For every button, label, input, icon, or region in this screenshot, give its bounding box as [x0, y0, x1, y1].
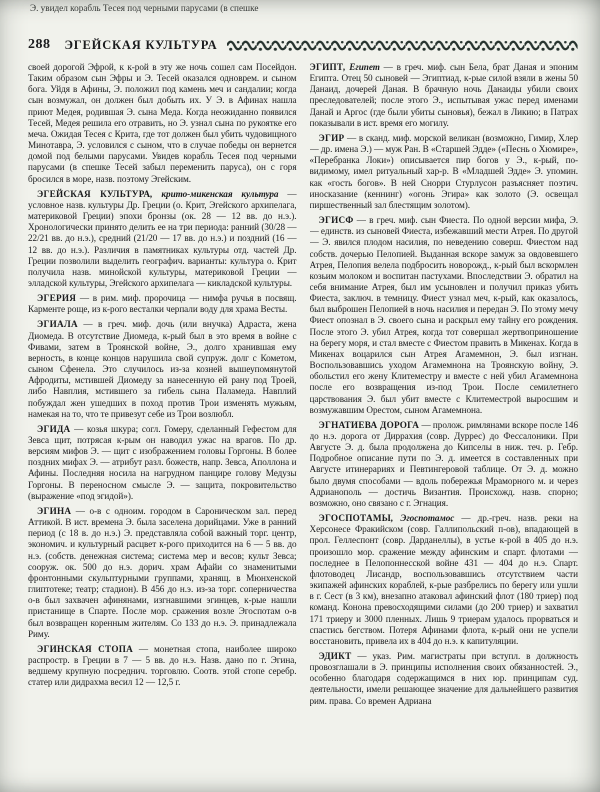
entry-headword: ЭГИПТ	[309, 62, 344, 72]
entry-body: — условное назв. культуры Др. Греции (о. Крит, Эгейского архипелага, материковой Греции) эпохи бронзы (ок. 28 — 12 вв. до н.э.). Хронологически принято делить ее на три периода: ранний (30/28 — 22/21 вв. до н.э.), средний (21/20 — 17 вв. до н.э.) и поздний (16 — 12 вв. до н.э.). Различия в памятниках культуры отд. частей Др. Греции позволили выделить географич. варианты: культура о. Крит получила назв. минойской культуры, материковой Греции — элладской культуры, Эгейского архипелага — кикладской культуры.	[28, 188, 297, 288]
entry-headword: ЭГЕРИЯ	[37, 293, 77, 304]
entry-body: — монетная стопа, наиболее широко распростр. в Греции в 7 — 5 вв. до н.э. Назв. дано по г. Эгина, ведшему крупную посреднич. торговлю. Соотв. этой стопе серебр. статер или дидрахма весил 12 — 12,5 г.	[28, 643, 297, 688]
running-title: ЭГЕЙСКАЯ КУЛЬТУРА	[64, 37, 218, 52]
entry-body: — в греч. миф. сын Бела, брат Даная и эпоним Египта. Отец 50 сыновей — Эгиптиад, к-рые силой взяли в жены 50 Данаид, дочерей Даная. В брачную ночь Данаиды убили своих преследователей; после этого Э., испытывая ужас перед именами Данай и Аргос (где были убиты сыновья), бежал в Ликию; в Патрах показывали в ист. время его могилу.	[309, 62, 578, 128]
entry-headword: ЭГНАТИЕВА ДОРОГА	[318, 419, 420, 430]
header-ornament	[227, 39, 578, 52]
entry-headword: ЭГИДА	[37, 423, 71, 434]
entry-headword: ЭГИР	[318, 132, 345, 143]
entry-edikt	[310, 651, 579, 707]
page-top-bleed-line: Э. увидел корабль Тесея под черными парусами (в спешке	[30, 3, 259, 13]
entry-variant: , Египет	[343, 62, 380, 72]
entry-headword: ЭДИКТ	[318, 650, 352, 661]
entry-egeriya	[28, 293, 297, 315]
entry-headword: ЭГИАЛА	[37, 319, 78, 330]
entry-egnatieva-doroga	[310, 420, 579, 509]
entry-variant: , Эгоспотамос	[391, 513, 455, 524]
entry-body: — в рим. миф. пророчица — нимфа ручья в посвящ. Карменте роще, из к-рого весталки черпали воду для храма Весты.	[28, 293, 297, 315]
entry-body: — в греч. миф. дочь (или внучка) Адраста, жена Диомеда. В отсутствие Диомеда, к-рый был в это время в войне с Фивами, затем в Троянской войне, Э., долго хранившая ему верность, в конце концов нарушила свой супруж. долг с Кометом, сыном Сфенела. Это случилось из-за козней вышеупомянутой Афродиты, мстившей Диомеду за нанесенную ей рану под Троей, либо Навплия, мстившего за гибель сына Паламеда. Навплий побуждал жен ушедших в поход против Трои изменять мужьям, намекая на то, что те привезут себе из Трои возлюбл.	[28, 319, 297, 419]
page-header	[28, 36, 578, 54]
entry-headword: ЭГИСФ	[318, 215, 354, 226]
page-number: 288	[28, 37, 51, 52]
entry-egipt	[310, 62, 579, 129]
entry-body: — в сканд. миф. морской великан (возможно, Гимир, Хлер — др. имена Э.) — муж Ран. В «Старшей Эдде» («Песнь о Хюмире», «Перебранка Локи») описывается пир богов у Э., к-рый, по-видимому, имел ритуальный хар-р. В «Младшей Эдде» Э. упомин. как «гость богов». В ней Снорри Стурлусон разъясняет поэтич. иносказание (кеннинг) «огонь Эгира» как золото (Э. освещал пиршественный зал блестящим золотом).	[309, 132, 578, 210]
text-columns	[28, 62, 578, 784]
entry-egiala	[28, 319, 297, 419]
entry-egospotamy	[310, 513, 579, 647]
entry-variant: , крито-микенская культура	[150, 188, 279, 199]
entry-headword: ЭГОСПОТАМЫ	[318, 513, 392, 524]
entry-egeyskaya-kultura	[28, 189, 297, 289]
entry-headword: ЭГИНА	[37, 505, 72, 516]
entry-body: — указ. Рим. магистраты при вступл. в должность провозглашали в Э. принципы исполнения своих обязанностей. Э., особенно благодаря содержащимся в них юр. принципам суд. деятельности, имели решающее значение для дальнейшего развития рим. права. Со времен Адриана	[309, 650, 578, 706]
entry-body: своей дорогой Эфрой, к к-рой в эту же ночь сошел сам Посейдон. Таким образом сын Эфры и Э. Тесей оказался одноврем. и сыном бога. Уйдя в Афины, Э. положил под камень меч и сандалии; когда сын возмужал, он должен был добыть их. У Э. в Афинах нашла приют Медея, родившая Э. сына Меда. Когда неожиданно появился Тесей, Медея решила его отравить, но Э. узнал сына по рукоятке его меча. Ожидая Тесея с Крита, где тот должен был убить чудовищного Минотавра, Э. условился с сыном, что в случае победы он вернется домой под белыми парусами. Увидев корабль Тесея под черными парусами (в спешке Тесей забыл переменить паруса), он с горя бросился в море, назв. поэтому Эгейским.	[28, 62, 297, 184]
entry-body: — козья шкура; согл. Гомеру, сделанный Гефестом для Зевса щит, потрясая к-рым он наводил ужас на врагов. По др. версиям мифов Э. — щит с изображением головы Горгоны. В более поздних мифах Э. — атрибут разл. божеств, напр. Зевса, Аполлона и Афины. Последняя носила на нагрудном панцире голову Медузы Горгоны. В переносном смысле Э. — защита, покровительство (выражение «под эгидой»).	[28, 423, 297, 501]
entry-body: — др.-греч. назв. реки на Херсонесе Фракийском (совр. Галлипольский п-ов), впадающей в прол. Геллеспонт (совр. Дарданеллы), в устье к-рой в 405 до н.э. произошло мор. сражение между афинским и спарт. флотами — последнее в Пелопоннесской войне 431 — 404 до н.э. Спарт. флотоводец Лисандр, воспользовавшись отсутствием части экипажей афинских кораблей, к-рые разбрелись по берегу или ушли в г. Сест (в 3 км), внезапно атаковал афинский флот (180 триер) под команд. Конона превосходящими силами (до 200 триер) и захватил 171 триеру и 3000 пленных. Лишь 9 триерам удалось прорваться и спастись бегством. Потеря Афинами флота, к-рый они не успели восстановить, привела их в 404 до н.э. к капитуляции.	[309, 513, 578, 646]
entry-egey-continuation	[28, 62, 297, 185]
entry-egina	[28, 506, 297, 640]
entry-eginskaya-stopa	[28, 644, 297, 689]
entry-body: — о-в с одноим. городом в Сароническом зал. перед Аттикой. В ист. времена Э. была заселена дорийцами. Уже в ранний период (с 18 в. до н.э.) Э. представляла собой важный торг. центр, экономич. и культурный расцвет к-рого приходится на 6 — 5 вв. до н.э. (собств. денежная система; система мер и весов; культ Зевса; сооруж. ок. 500 до н.э. дорич. храм Афайи со знаменитыми фронтонными скульптурными группами, хранящ. в Мюнхенской глиптотеке; театр; стадион). В 456 до н.э. из-за торг. соперничества о-в был захвачен афинянами, изгнавшими эгинцев, к-рые нашли пристанище в Спарте. После мор. сражения возле Эгоспотам о-в был возвращен коренным жителям. Со 133 до н.э. Э. принадлежала Риму.	[28, 505, 297, 639]
entry-egida	[28, 424, 297, 502]
entry-egisf	[310, 215, 579, 416]
entry-body: — в греч. миф. сын Фиеста. По одной версии мифа, Э. — единств. из сыновей Фиеста, избежавший мести Атрея. По другой — Э. явился плодом насилия, по неведению соверш. Фиестом над собств. дочерью Пелопией. Выданная вскоре замуж за овдовевшего Атрея, Пелопия велела подбросить новорожд., к-рый был вскормлен козьим молоком и воспитан пастухами. Впоследствии Э. обратил на себя внимание Атрея, был им усыновлен и получил приказ убить Фиеста, заключ. в темницу. Фиест узнал меч, к-рый, как оказалось, был выброшен Пелопией в ночь насилия и передан Э. По этому мечу Фиест опознал в Э. своего сына и раскрыл ему тайну его рождения. После этого Э. убил Атрея, когда тот совершал жертвоприношение на берегу моря, и стал вместе с Фиестом править в Микенах. Когда в Микенах воцарился сын Атрея Агамемнон, Э. был изгнан. Воспользовавшись уходом Агамемнона на Троянскую войну, Э. обольстил его жену Клитеместру и вместе с ней убил Агамемнона после его возвращения из-под Трои. После семилетнего царствования Э. был убит вместе с Клитеместрой выросшим и возмужавшим Орестом, сыном Агамемнона.	[309, 215, 578, 415]
entry-egir	[310, 133, 579, 211]
entry-headword: ЭГЕЙСКАЯ КУЛЬТУРА	[37, 188, 151, 199]
entry-headword: ЭГИНСКАЯ СТОПА	[37, 643, 133, 654]
left-column	[28, 62, 297, 784]
right-column	[310, 62, 579, 784]
entry-body: — пролож. римлянами вскоре после 146 до н.э. дорога от Диррахия (совр. Дуррес) до Фессалоники. При Августе Э. д. была продолжена до Кипселы в ниж. теч. р. Гебр. Подробное описание пути по Э. д. имеется в составленных при Августе итинерариях и Певтингеровой таблице. От Э. д. можно было двумя способами — вдоль побережья Мраморного м. и через Адрианополь — достичь Византия. Происхожд. назв. спорно; возможно, оно связано с г. Эгнация.	[309, 419, 578, 508]
